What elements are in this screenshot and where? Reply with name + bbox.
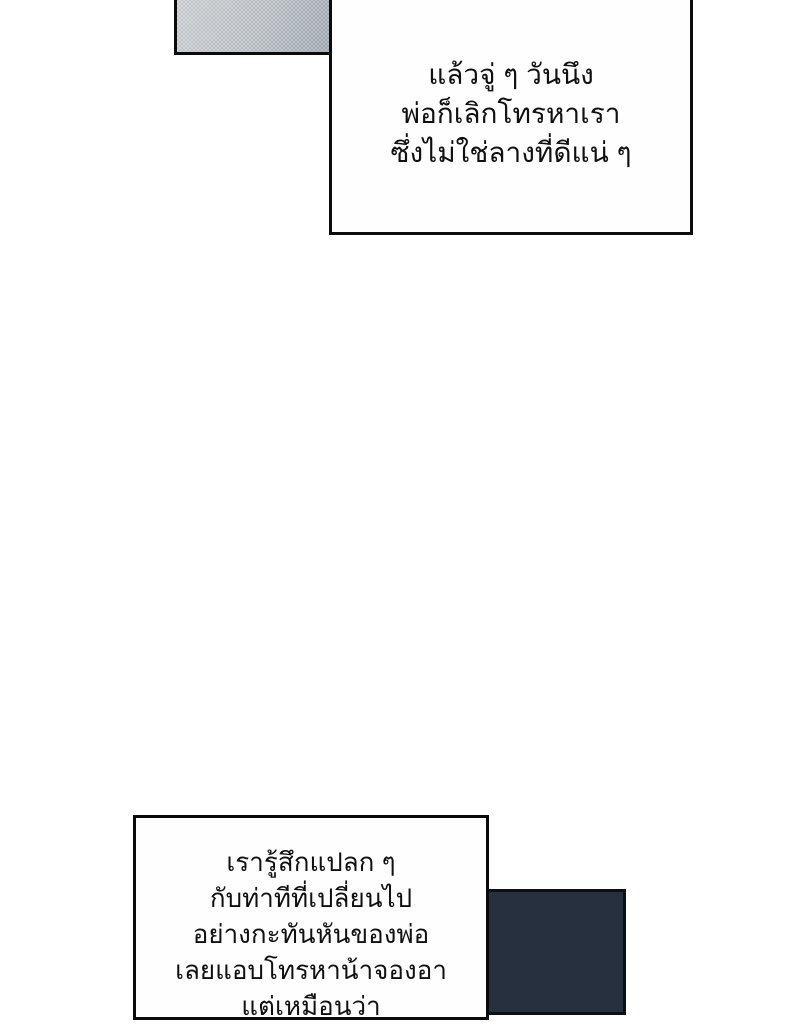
narration-line: พ่อก็เลิกโทรหาเรา	[401, 98, 621, 129]
screentone-panel	[174, 0, 332, 55]
narration-box-bottom	[133, 815, 489, 1020]
narration-line: อย่างกะทันหันของพ่อ	[192, 919, 430, 949]
narration-line: แล้วจู่ ๆ วันนึง	[428, 59, 594, 90]
narration-line: ซึ่งไม่ใช่ลางที่ดีแน่ ๆ	[390, 137, 632, 168]
narration-box-top	[329, 0, 693, 235]
narration-line: กับท่าทีที่เปลี่ยนไป	[209, 883, 413, 913]
narration-line: เรารู้สึกแปลก ๆ	[226, 847, 396, 877]
dark-panel	[486, 889, 626, 1015]
narration-line: เลยแอบโทรหาน้าจองอา	[175, 955, 447, 985]
narration-line: แต่เหมือนว่า	[241, 991, 381, 1021]
